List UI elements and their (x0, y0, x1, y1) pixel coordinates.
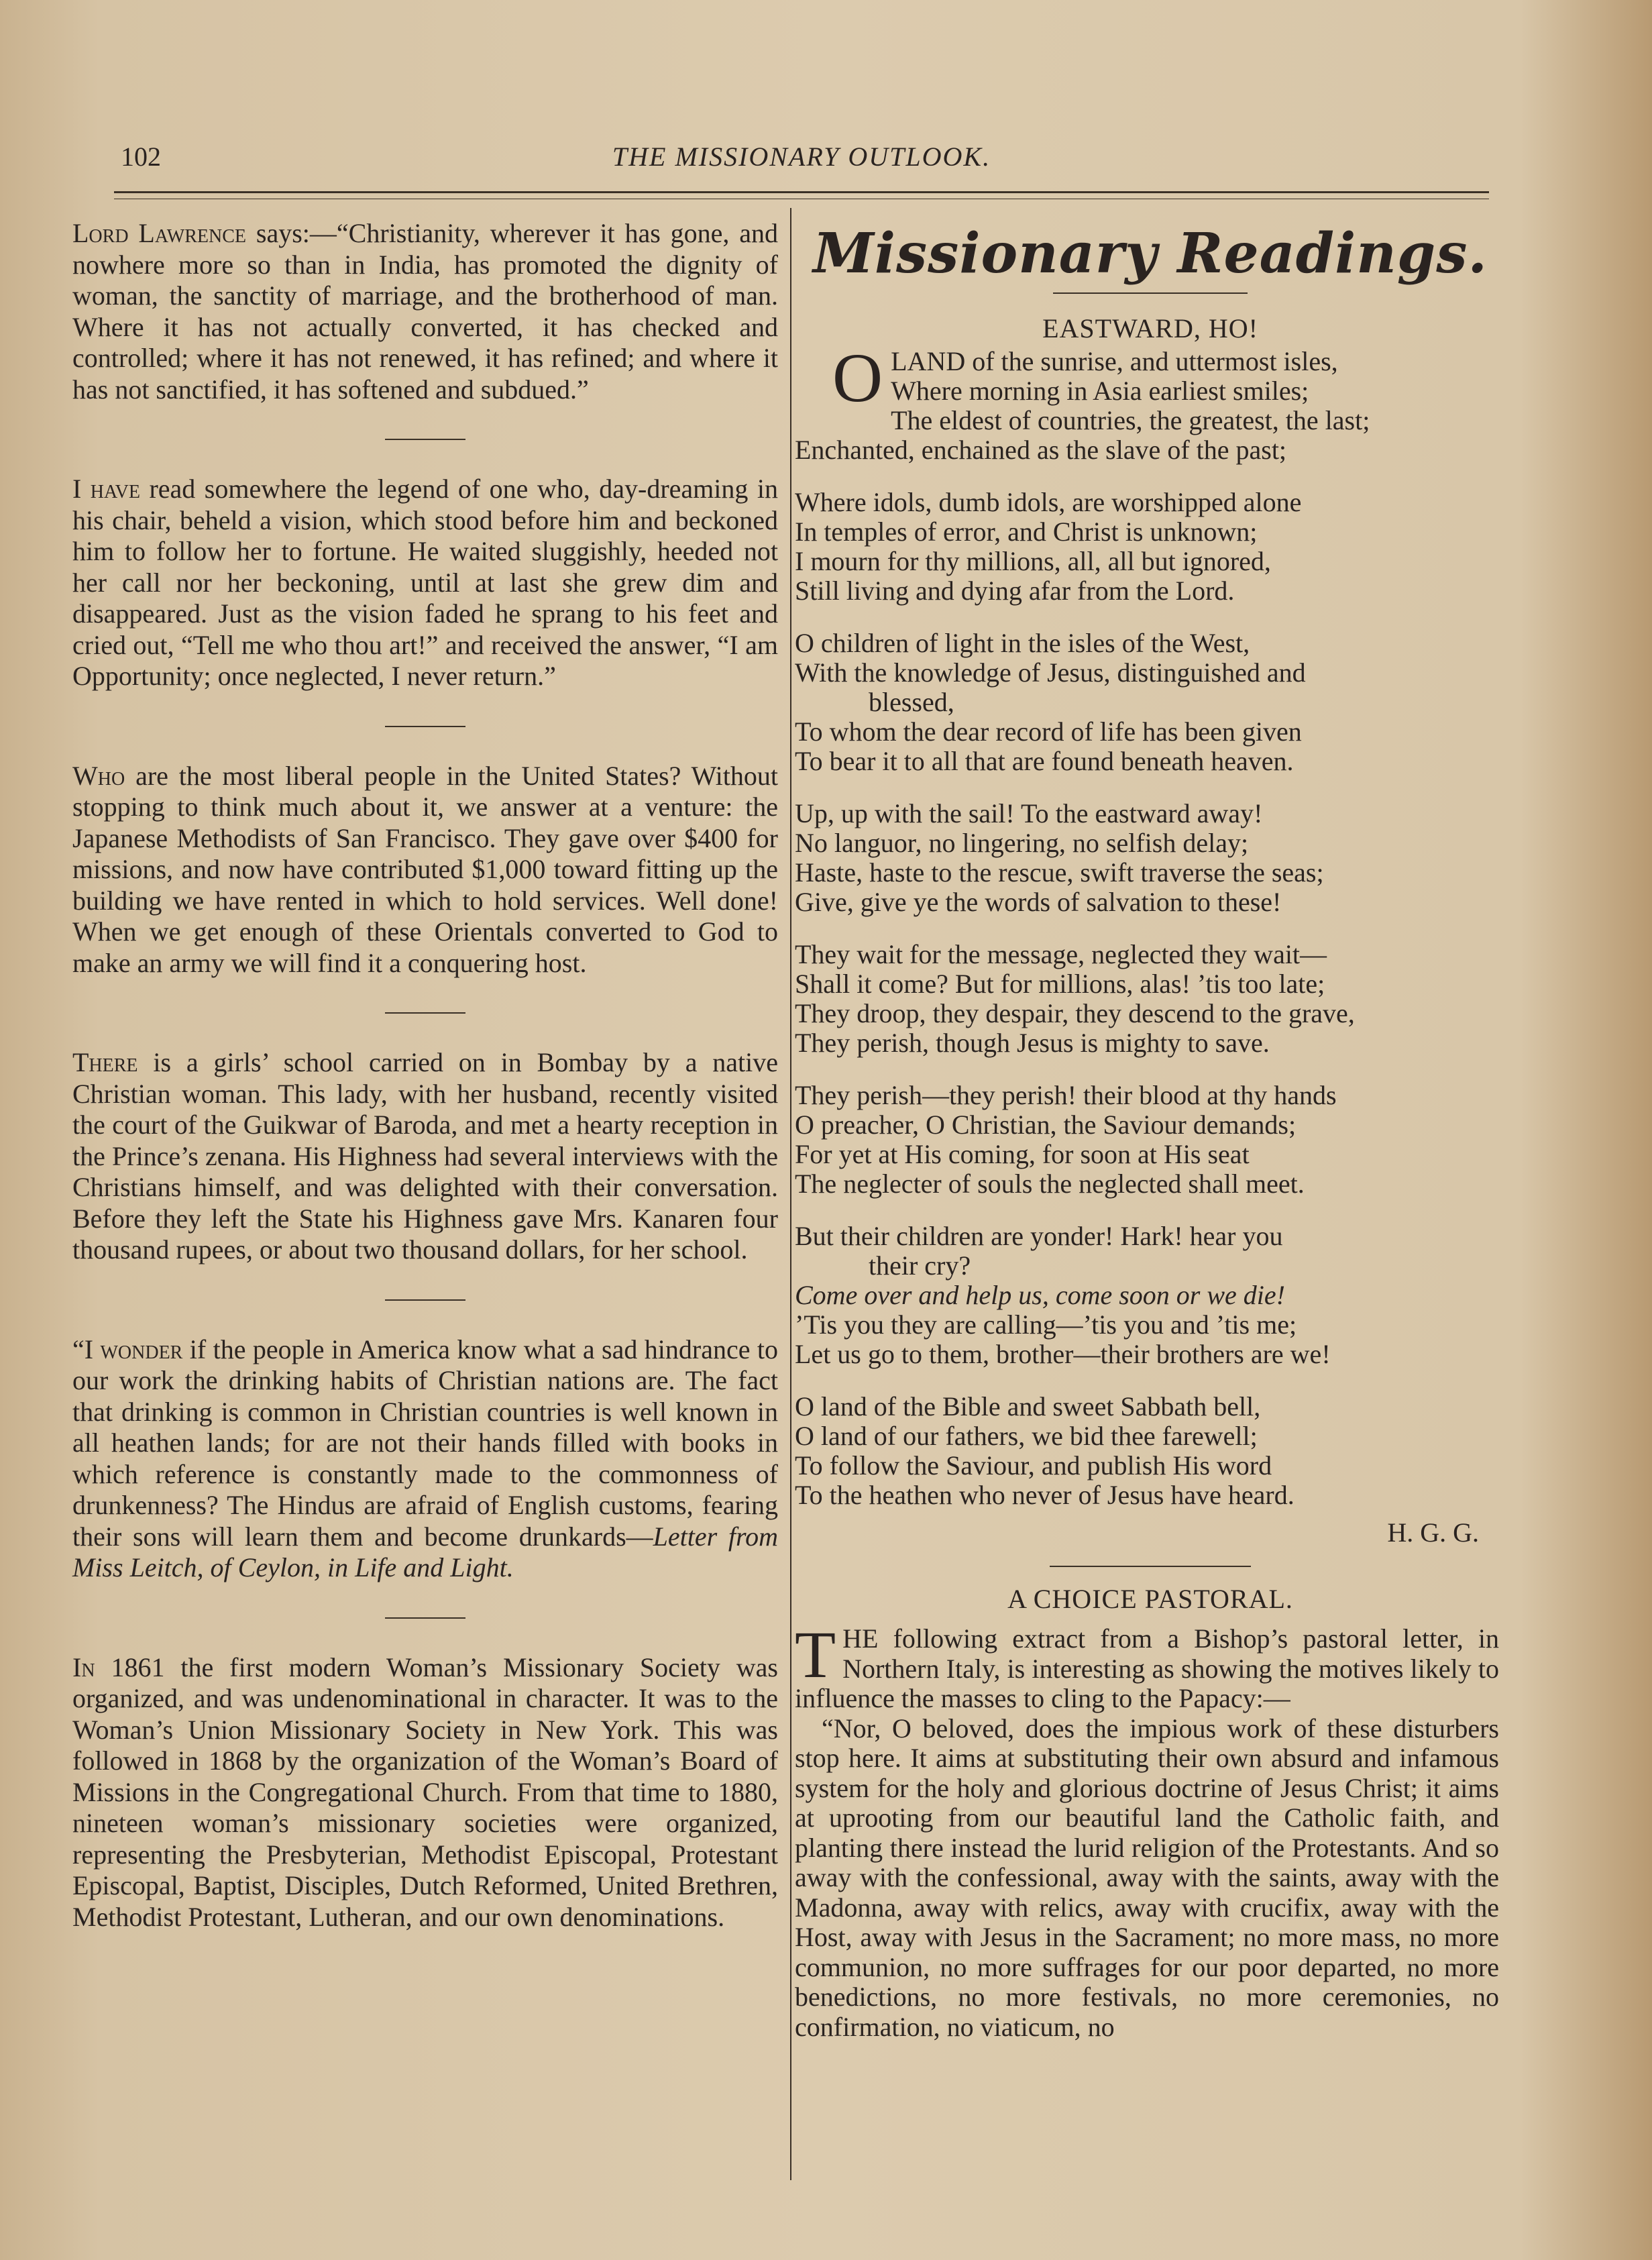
column-divider (790, 208, 791, 2180)
pastoral-title: A CHOICE PASTORAL. (1007, 1584, 1293, 1614)
poem-line: They wait for the message, neglected they wait— (795, 939, 1327, 969)
stanza (795, 1081, 1506, 1199)
separator-rule (385, 1299, 465, 1301)
poem-line: O land of the Bible and sweet Sabbath bell, (795, 1391, 1261, 1421)
pastoral-intro (795, 1617, 1499, 1714)
poem-line: O children of light in the isles of the West, (795, 628, 1250, 658)
lead-words: In (72, 1652, 95, 1682)
paragraph-opportunity (72, 474, 778, 692)
drop-cap: O (832, 339, 883, 417)
drop-cap: T (795, 1617, 836, 1692)
poem-line: The neglecter of souls the neglected shall meet. (795, 1169, 1305, 1199)
stanza (795, 940, 1506, 1058)
poem-line: To bear it to all that are found beneath heaven. (795, 746, 1294, 776)
poem-line: They droop, they despair, they descend to the grave, (795, 998, 1355, 1028)
page-header (114, 138, 1489, 184)
poem-line-italic: Come over and help us, come soon or we die! (795, 1280, 1285, 1310)
stanza (795, 339, 1506, 465)
poem-line: They perish—they perish! their blood at thy hands (795, 1080, 1337, 1110)
paragraph-text: read somewhere the legend of one who, day-dreaming in his chair, beheld a vision, which stood before him and beckoned him to follow her to fortune. He waited sluggishly, heeded not her call nor her beckoning, until at last she grew dim and disappeared. Just as the vision faded he sprang to his feet and cried out, “Tell me who thou art!” and received the answer, “I am Opportunity; once neglected, I never return.” (72, 474, 778, 691)
poem-line: To the heathen who never of Jesus have heard. (795, 1480, 1295, 1510)
poem-line: I mourn for thy millions, all, all but ignored, (795, 546, 1271, 576)
lead-words: Lord Lawrence (72, 218, 247, 248)
page-number: 102 (121, 142, 161, 172)
paragraph-lord-lawrence (72, 218, 778, 405)
pastoral-quote: “Nor, O beloved, does the impious work of these disturbers stop here. It aims at substituting their own absurd and infamous system for the holy and glorious doctrine of Jesus Christ; it aims at uprooting from our beautiful land the Catholic faith, and planting there instead the lurid religion of the Protestants. And so away with the confessional, away with the saints, away with the Madonna, away with relics, away with crucifix, away with the Host, away with Jesus in the Sacrament; no more mass, no more communion, no more suffrages for our poor departed, no more benedictions, no more festivals, no more ceremonies, no confirmation, no viaticum, no (795, 1713, 1499, 2042)
poem-line: To follow the Saviour, and publish His word (795, 1450, 1272, 1481)
pastoral-body (795, 1617, 1499, 2042)
paragraph-liberal-people (72, 761, 778, 979)
poem-line: their cry? (869, 1250, 971, 1281)
poem-line: They perish, though Jesus is mighty to save. (795, 1028, 1270, 1058)
stanza (795, 1222, 1506, 1369)
poem-line: With the knowledge of Jesus, distinguished and (795, 657, 1306, 688)
poem-line: LAND of the sunrise, and uttermost isles, (891, 346, 1338, 376)
lead-words: “I wonder (72, 1334, 183, 1364)
separator-rule (385, 726, 465, 727)
lead-words: There (72, 1047, 138, 1077)
poem-line: Where idols, dumb idols, are worshipped alone (795, 487, 1302, 517)
citation: Letter from Miss Leitch, of Ceylon, in Life and Light. (72, 1521, 778, 1582)
separator-rule (385, 1012, 465, 1014)
poem-line: The eldest of countries, the greatest, the last; (891, 405, 1370, 435)
paragraph-text: are the most liberal people in the United States? Without stopping to think much about it, we answer at a venture: the Japanese Methodists of San Francisco. They gave over $400 for missions, and now have contributed $1,000 toward fitting up the building we have rented in which to hold services. Well done! When we get enough of these Orientals converted to God to make an army we will find it a conquering host. (72, 760, 778, 978)
poem-line: O land of our fathers, we bid thee farewell; (795, 1421, 1258, 1451)
poem-author: H. G. G. (1387, 1517, 1479, 1548)
right-column (795, 208, 1506, 2042)
paragraph-text: 1861 the first modern Woman’s Missionary Society was organized, and was undenominational in character. It was to the Woman’s Union Missionary Society in New York. This was followed in 1868 by the organization of the Woman’s Board of Missions in the Congregational Church. From that time to 1880, nineteen woman’s missionary societies were organized, representing the Presbyterian, Methodist Episcopal, Protestant Episcopal, Baptist, Disciples, Dutch Reformed, United Brethren, Methodist Protestant, Lutheran, and our own denominations. (72, 1652, 778, 1932)
separator-rule (1050, 1566, 1251, 1567)
poem-line: Haste, haste to the rescue, swift traverse the seas; (795, 857, 1324, 887)
poem-line: No languor, no lingering, no selfish delay; (795, 828, 1249, 858)
poem-line: To whom the dear record of life has been given (795, 716, 1302, 747)
poem-line: For yet at His coming, for soon at His seat (795, 1139, 1250, 1169)
poem-line: In temples of error, and Christ is unknown; (795, 517, 1258, 547)
stanza (795, 799, 1506, 917)
poem-title: EASTWARD, HO! (1042, 313, 1258, 343)
poem-line: blessed, (869, 687, 954, 717)
paragraph-text: says:—“Christianity, wherever it has gone, and nowhere more so than in India, has promoted the dignity of woman, the sanctity of marriage, and the brotherhood of man. Where it has not actually converted, it has checked and controlled; where it has not renewed, it has refined; and where it has not sanctified, it has softened and subdued.” (72, 218, 779, 405)
poem-line: Where morning in Asia earliest smiles; (891, 376, 1309, 406)
header-rule (114, 191, 1489, 193)
paragraph-womans-society (72, 1652, 778, 1933)
left-column (72, 218, 778, 1933)
paragraph-text: if the people in America know what a sad hindrance to our work the drinking habits of Christian nations are. The fact that drinking is common in Christian countries is well known in all heathen lands; for are not their hands filled with books in which reference is constantly made to the commonness of drunkenness? The Hindus are afraid of English customs, fearing their sons will learn them and become drunkards— (72, 1334, 779, 1552)
poem-line: Shall it come? But for millions, alas! ’tis too late; (795, 969, 1325, 999)
poem-line: Let us go to them, brother—their brothers are we! (795, 1339, 1331, 1369)
title-rule (1053, 292, 1248, 294)
poem (795, 339, 1506, 1510)
lead-words: I have (72, 474, 140, 504)
poem-line: Enchanted, enchained as the slave of the past; (795, 435, 1287, 465)
pastoral-intro-text: HE following extract from a Bishop’s pastoral letter, in Northern Italy, is interesting as showing the motives likely to influence the masses to cling to the Papacy:— (795, 1623, 1499, 1713)
lead-words: Who (72, 760, 125, 791)
stanza (795, 1392, 1506, 1510)
poem-line: O preacher, O Christian, the Saviour demands; (795, 1110, 1297, 1140)
separator-rule (385, 439, 465, 440)
paragraph-text: is a girls’ school carried on in Bombay by a native Christian woman. This lady, with her husband, recently visited the court of the Guikwar of Baroda, and met a hearty reception in the Prince’s zenana. His Highness had several interviews with the Christians himself, and was delighted with their conversation. Before they left the State his Highness gave Mrs. Kanaren four thousand rupees, or about two thousand dollars, for her school. (72, 1047, 778, 1264)
poem-line: But their children are yonder! Hark! hear you (795, 1221, 1283, 1251)
section-title: Missionary Readings. (813, 221, 1488, 286)
poem-line: ’Tis you they are calling—’tis you and ’tis me; (795, 1309, 1297, 1340)
poem-line: Up, up with the sail! To the eastward away! (795, 798, 1263, 828)
paragraph-bombay-school (72, 1047, 778, 1266)
stanza (795, 488, 1506, 606)
journal-title: THE MISSIONARY OUTLOOK. (612, 142, 991, 172)
separator-rule (385, 1617, 465, 1619)
poem-line: Still living and dying afar from the Lord. (795, 576, 1235, 606)
stanza (795, 629, 1506, 776)
poem-line: Give, give ye the words of salvation to these! (795, 887, 1282, 917)
paragraph-drinking-habits (72, 1334, 778, 1584)
